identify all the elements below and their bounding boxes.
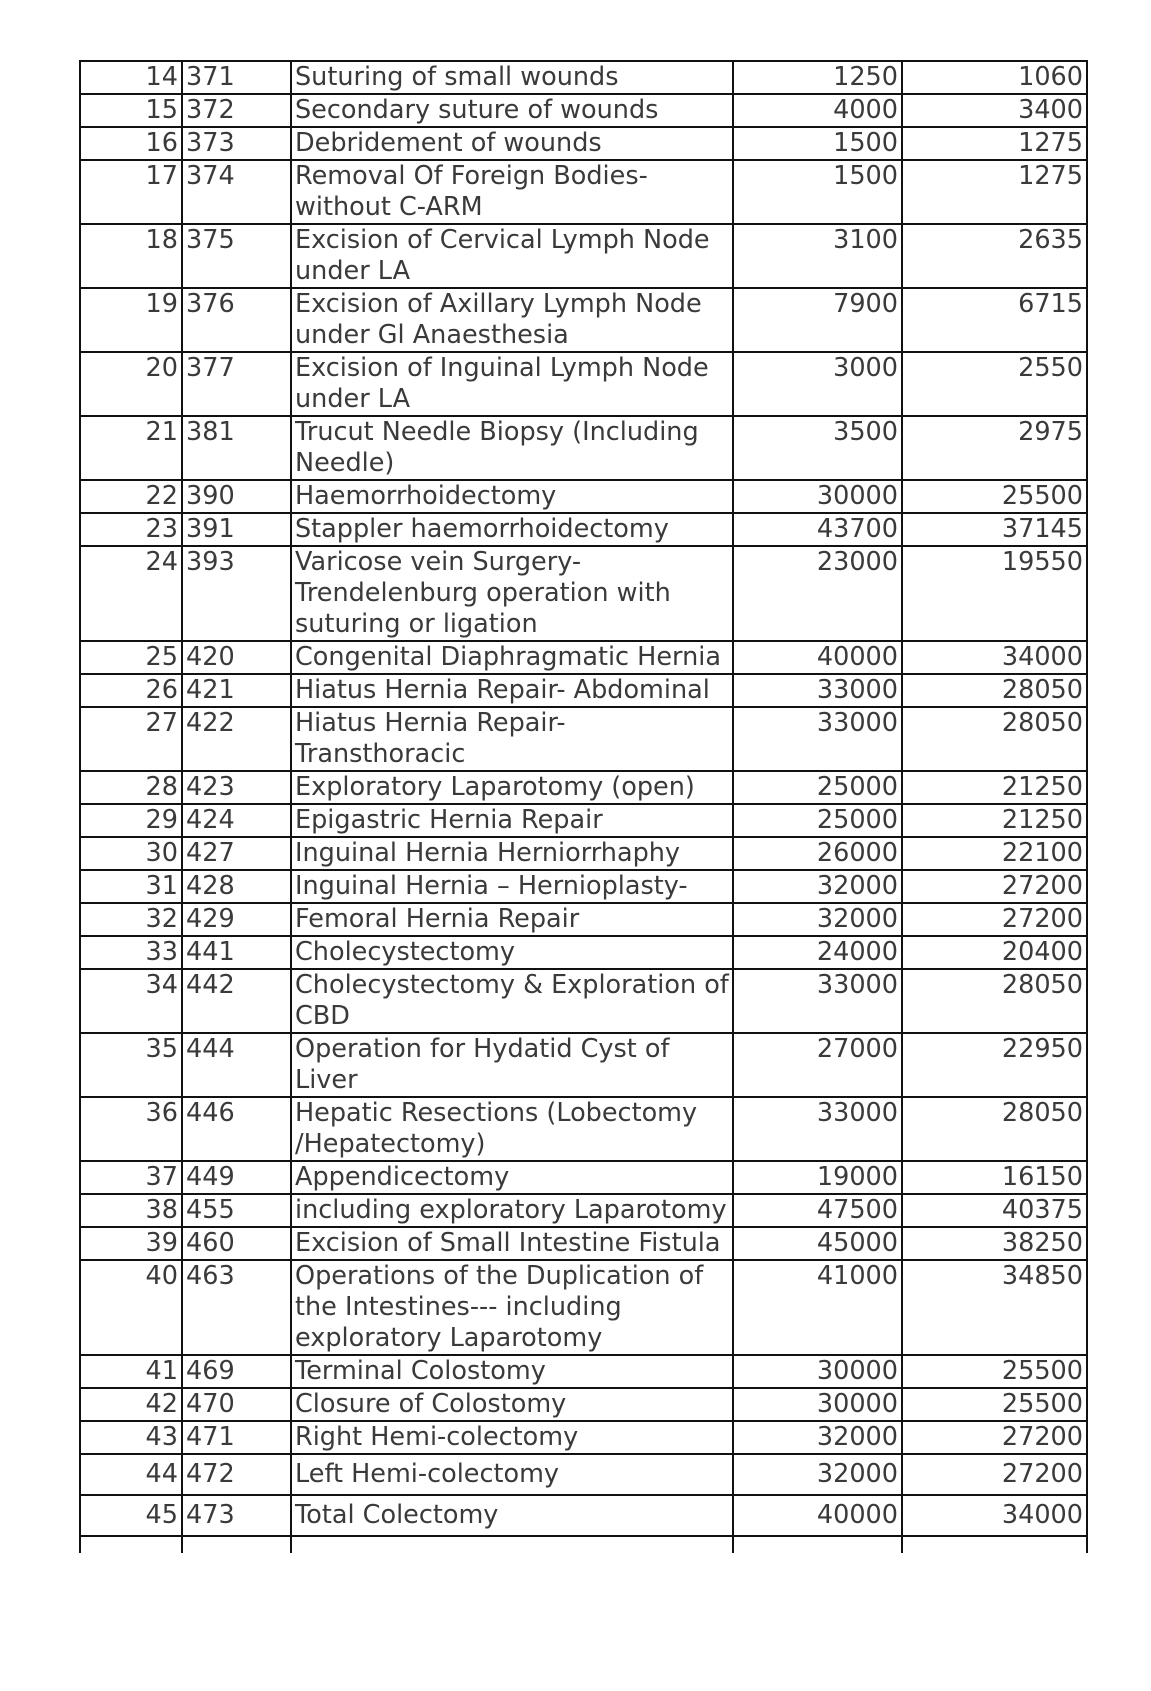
table-row bbox=[80, 936, 1087, 969]
empty-cell bbox=[291, 1536, 733, 1553]
serial-number-cell: 14 bbox=[80, 61, 182, 94]
serial-number-cell: 24 bbox=[80, 546, 182, 641]
rate-1-cell: 23000 bbox=[733, 546, 902, 641]
procedure-name-cell: Haemorrhoidectomy bbox=[291, 480, 733, 513]
serial-number-cell: 34 bbox=[80, 969, 182, 1033]
serial-number-cell: 27 bbox=[80, 707, 182, 771]
rate-2-cell: 28050 bbox=[902, 674, 1087, 707]
procedure-code-cell: 463 bbox=[182, 1260, 291, 1355]
table-row bbox=[80, 127, 1087, 160]
empty-cell bbox=[182, 1536, 291, 1553]
table-row bbox=[80, 837, 1087, 870]
procedure-code-cell: 393 bbox=[182, 546, 291, 641]
procedure-name-cell: Hiatus Hernia Repair- Abdominal bbox=[291, 674, 733, 707]
procedure-code-cell: 471 bbox=[182, 1421, 291, 1454]
procedure-name-cell: Right Hemi-colectomy bbox=[291, 1421, 733, 1454]
table-row bbox=[80, 804, 1087, 837]
procedure-name-cell: Femoral Hernia Repair bbox=[291, 903, 733, 936]
table-row bbox=[80, 480, 1087, 513]
empty-cell bbox=[80, 1536, 182, 1553]
procedure-name-cell: Inguinal Hernia – Hernioplasty- bbox=[291, 870, 733, 903]
rate-1-cell: 25000 bbox=[733, 771, 902, 804]
table-row bbox=[80, 1388, 1087, 1421]
empty-cell bbox=[902, 1536, 1087, 1553]
rate-2-cell: 25500 bbox=[902, 1355, 1087, 1388]
procedure-code-cell: 428 bbox=[182, 870, 291, 903]
rate-2-cell: 27200 bbox=[902, 1454, 1087, 1495]
rate-2-cell: 34000 bbox=[902, 1495, 1087, 1536]
rate-1-cell: 1250 bbox=[733, 61, 902, 94]
procedure-name-cell: Removal Of Foreign Bodies-without C-ARM bbox=[291, 160, 733, 224]
procedure-name-cell: Congenital Diaphragmatic Hernia bbox=[291, 641, 733, 674]
serial-number-cell: 28 bbox=[80, 771, 182, 804]
table-row bbox=[80, 94, 1087, 127]
procedure-name-cell: Excision of Inguinal Lymph Node under LA bbox=[291, 352, 733, 416]
serial-number-cell: 31 bbox=[80, 870, 182, 903]
rate-2-cell: 28050 bbox=[902, 1097, 1087, 1161]
procedure-name-cell: Operations of the Duplication of the Intestines--- including exploratory Laparotomy bbox=[291, 1260, 733, 1355]
table-row bbox=[80, 1227, 1087, 1260]
serial-number-cell: 40 bbox=[80, 1260, 182, 1355]
serial-number-cell: 39 bbox=[80, 1227, 182, 1260]
rate-1-cell: 33000 bbox=[733, 707, 902, 771]
rate-2-cell: 25500 bbox=[902, 1388, 1087, 1421]
table-row bbox=[80, 641, 1087, 674]
rate-2-cell: 22950 bbox=[902, 1033, 1087, 1097]
rate-2-cell: 3400 bbox=[902, 94, 1087, 127]
rate-2-cell: 21250 bbox=[902, 804, 1087, 837]
table-row bbox=[80, 513, 1087, 546]
serial-number-cell: 36 bbox=[80, 1097, 182, 1161]
rate-1-cell: 33000 bbox=[733, 1097, 902, 1161]
procedure-name-cell: Left Hemi-colectomy bbox=[291, 1454, 733, 1495]
rate-1-cell: 19000 bbox=[733, 1161, 902, 1194]
rate-2-cell: 40375 bbox=[902, 1194, 1087, 1227]
table-row bbox=[80, 1260, 1087, 1355]
table-row bbox=[80, 61, 1087, 94]
table-row bbox=[80, 352, 1087, 416]
table-row bbox=[80, 1161, 1087, 1194]
procedure-code-cell: 469 bbox=[182, 1355, 291, 1388]
rate-1-cell: 45000 bbox=[733, 1227, 902, 1260]
procedure-name-cell: including exploratory Laparotomy bbox=[291, 1194, 733, 1227]
rate-2-cell: 2550 bbox=[902, 352, 1087, 416]
procedure-name-cell: Appendicectomy bbox=[291, 1161, 733, 1194]
table-row bbox=[80, 1454, 1087, 1495]
rate-2-cell: 27200 bbox=[902, 903, 1087, 936]
table-row bbox=[80, 288, 1087, 352]
rate-1-cell: 33000 bbox=[733, 969, 902, 1033]
procedure-code-cell: 373 bbox=[182, 127, 291, 160]
table-row bbox=[80, 1033, 1087, 1097]
table-row bbox=[80, 160, 1087, 224]
serial-number-cell: 33 bbox=[80, 936, 182, 969]
rate-2-cell: 38250 bbox=[902, 1227, 1087, 1260]
procedure-code-cell: 427 bbox=[182, 837, 291, 870]
procedure-code-cell: 441 bbox=[182, 936, 291, 969]
rate-1-cell: 1500 bbox=[733, 160, 902, 224]
table-row bbox=[80, 1495, 1087, 1536]
rate-1-cell: 7900 bbox=[733, 288, 902, 352]
table-row bbox=[80, 969, 1087, 1033]
rate-2-cell: 1275 bbox=[902, 160, 1087, 224]
rate-1-cell: 1500 bbox=[733, 127, 902, 160]
rate-2-cell: 25500 bbox=[902, 480, 1087, 513]
rate-1-cell: 32000 bbox=[733, 1421, 902, 1454]
serial-number-cell: 44 bbox=[80, 1454, 182, 1495]
procedure-code-cell: 375 bbox=[182, 224, 291, 288]
serial-number-cell: 19 bbox=[80, 288, 182, 352]
table-row bbox=[80, 771, 1087, 804]
procedure-name-cell: Excision of Small Intestine Fistula bbox=[291, 1227, 733, 1260]
procedure-code-cell: 420 bbox=[182, 641, 291, 674]
serial-number-cell: 38 bbox=[80, 1194, 182, 1227]
rate-2-cell: 1060 bbox=[902, 61, 1087, 94]
procedure-code-cell: 460 bbox=[182, 1227, 291, 1260]
serial-number-cell: 25 bbox=[80, 641, 182, 674]
rate-1-cell: 4000 bbox=[733, 94, 902, 127]
rate-1-cell: 27000 bbox=[733, 1033, 902, 1097]
rate-2-cell: 37145 bbox=[902, 513, 1087, 546]
serial-number-cell: 21 bbox=[80, 416, 182, 480]
procedure-code-cell: 390 bbox=[182, 480, 291, 513]
procedure-name-cell: Epigastric Hernia Repair bbox=[291, 804, 733, 837]
serial-number-cell: 18 bbox=[80, 224, 182, 288]
rate-1-cell: 25000 bbox=[733, 804, 902, 837]
procedure-name-cell: Excision of Axillary Lymph Node under Gl Anaesthesia bbox=[291, 288, 733, 352]
procedure-code-cell: 470 bbox=[182, 1388, 291, 1421]
rate-1-cell: 32000 bbox=[733, 1454, 902, 1495]
rate-1-cell: 3500 bbox=[733, 416, 902, 480]
procedure-name-cell: Terminal Colostomy bbox=[291, 1355, 733, 1388]
procedure-code-cell: 423 bbox=[182, 771, 291, 804]
serial-number-cell: 15 bbox=[80, 94, 182, 127]
serial-number-cell: 37 bbox=[80, 1161, 182, 1194]
table-row bbox=[80, 1194, 1087, 1227]
procedure-code-cell: 381 bbox=[182, 416, 291, 480]
procedure-name-cell: Operation for Hydatid Cyst of Liver bbox=[291, 1033, 733, 1097]
rate-1-cell: 30000 bbox=[733, 1388, 902, 1421]
procedure-code-cell: 473 bbox=[182, 1495, 291, 1536]
procedure-code-cell: 377 bbox=[182, 352, 291, 416]
serial-number-cell: 45 bbox=[80, 1495, 182, 1536]
serial-number-cell: 30 bbox=[80, 837, 182, 870]
rate-2-cell: 28050 bbox=[902, 969, 1087, 1033]
procedure-name-cell: Suturing of small wounds bbox=[291, 61, 733, 94]
rate-1-cell: 32000 bbox=[733, 870, 902, 903]
rate-2-cell: 1275 bbox=[902, 127, 1087, 160]
table-row bbox=[80, 416, 1087, 480]
rate-2-cell: 19550 bbox=[902, 546, 1087, 641]
procedure-name-cell: Secondary suture of wounds bbox=[291, 94, 733, 127]
procedure-name-cell: Stappler haemorrhoidectomy bbox=[291, 513, 733, 546]
rate-1-cell: 41000 bbox=[733, 1260, 902, 1355]
procedure-code-cell: 455 bbox=[182, 1194, 291, 1227]
table-row bbox=[80, 707, 1087, 771]
rate-2-cell: 22100 bbox=[902, 837, 1087, 870]
rate-2-cell: 2975 bbox=[902, 416, 1087, 480]
procedure-code-cell: 442 bbox=[182, 969, 291, 1033]
rate-2-cell: 34850 bbox=[902, 1260, 1087, 1355]
procedure-name-cell: Trucut Needle Biopsy (Including Needle) bbox=[291, 416, 733, 480]
rate-2-cell: 27200 bbox=[902, 870, 1087, 903]
rate-sheet bbox=[79, 60, 1086, 1553]
table-row bbox=[80, 1097, 1087, 1161]
rate-1-cell: 40000 bbox=[733, 1495, 902, 1536]
table-row bbox=[80, 870, 1087, 903]
rate-1-cell: 33000 bbox=[733, 674, 902, 707]
table-row bbox=[80, 674, 1087, 707]
procedure-code-cell: 429 bbox=[182, 903, 291, 936]
serial-number-cell: 20 bbox=[80, 352, 182, 416]
procedure-code-cell: 376 bbox=[182, 288, 291, 352]
serial-number-cell: 41 bbox=[80, 1355, 182, 1388]
procedure-rate-table bbox=[79, 60, 1088, 1553]
table-row bbox=[80, 1355, 1087, 1388]
procedure-code-cell: 449 bbox=[182, 1161, 291, 1194]
serial-number-cell: 16 bbox=[80, 127, 182, 160]
table-row bbox=[80, 1421, 1087, 1454]
rate-1-cell: 43700 bbox=[733, 513, 902, 546]
rate-1-cell: 47500 bbox=[733, 1194, 902, 1227]
procedure-code-cell: 421 bbox=[182, 674, 291, 707]
rate-2-cell: 2635 bbox=[902, 224, 1087, 288]
serial-number-cell: 29 bbox=[80, 804, 182, 837]
procedure-code-cell: 424 bbox=[182, 804, 291, 837]
rate-2-cell: 21250 bbox=[902, 771, 1087, 804]
procedure-name-cell: Varicose vein Surgery-Trendelenburg operation with suturing or ligation bbox=[291, 546, 733, 641]
procedure-name-cell: Exploratory Laparotomy (open) bbox=[291, 771, 733, 804]
serial-number-cell: 23 bbox=[80, 513, 182, 546]
procedure-code-cell: 372 bbox=[182, 94, 291, 127]
procedure-code-cell: 446 bbox=[182, 1097, 291, 1161]
procedure-name-cell: Hiatus Hernia Repair-Transthoracic bbox=[291, 707, 733, 771]
table-body bbox=[80, 61, 1087, 1553]
rate-1-cell: 32000 bbox=[733, 903, 902, 936]
rate-1-cell: 26000 bbox=[733, 837, 902, 870]
rate-2-cell: 27200 bbox=[902, 1421, 1087, 1454]
serial-number-cell: 17 bbox=[80, 160, 182, 224]
rate-1-cell: 3100 bbox=[733, 224, 902, 288]
procedure-name-cell: Excision of Cervical Lymph Node under LA bbox=[291, 224, 733, 288]
table-row bbox=[80, 903, 1087, 936]
rate-1-cell: 30000 bbox=[733, 1355, 902, 1388]
table-row bbox=[80, 546, 1087, 641]
rate-1-cell: 24000 bbox=[733, 936, 902, 969]
procedure-code-cell: 374 bbox=[182, 160, 291, 224]
procedure-code-cell: 422 bbox=[182, 707, 291, 771]
rate-1-cell: 30000 bbox=[733, 480, 902, 513]
procedure-code-cell: 391 bbox=[182, 513, 291, 546]
procedure-name-cell: Cholecystectomy bbox=[291, 936, 733, 969]
procedure-name-cell: Hepatic Resections (Lobectomy /Hepatectomy) bbox=[291, 1097, 733, 1161]
rate-2-cell: 28050 bbox=[902, 707, 1087, 771]
rate-2-cell: 16150 bbox=[902, 1161, 1087, 1194]
procedure-code-cell: 371 bbox=[182, 61, 291, 94]
empty-cell bbox=[733, 1536, 902, 1553]
procedure-name-cell: Closure of Colostomy bbox=[291, 1388, 733, 1421]
rate-2-cell: 6715 bbox=[902, 288, 1087, 352]
serial-number-cell: 22 bbox=[80, 480, 182, 513]
procedure-name-cell: Debridement of wounds bbox=[291, 127, 733, 160]
serial-number-cell: 26 bbox=[80, 674, 182, 707]
procedure-name-cell: Inguinal Hernia Herniorrhaphy bbox=[291, 837, 733, 870]
table-row bbox=[80, 224, 1087, 288]
rate-2-cell: 20400 bbox=[902, 936, 1087, 969]
serial-number-cell: 42 bbox=[80, 1388, 182, 1421]
rate-1-cell: 3000 bbox=[733, 352, 902, 416]
serial-number-cell: 32 bbox=[80, 903, 182, 936]
rate-1-cell: 40000 bbox=[733, 641, 902, 674]
table-row-partial bbox=[80, 1536, 1087, 1553]
serial-number-cell: 43 bbox=[80, 1421, 182, 1454]
serial-number-cell: 35 bbox=[80, 1033, 182, 1097]
procedure-name-cell: Cholecystectomy & Exploration of CBD bbox=[291, 969, 733, 1033]
procedure-code-cell: 472 bbox=[182, 1454, 291, 1495]
procedure-code-cell: 444 bbox=[182, 1033, 291, 1097]
procedure-name-cell: Total Colectomy bbox=[291, 1495, 733, 1536]
rate-2-cell: 34000 bbox=[902, 641, 1087, 674]
